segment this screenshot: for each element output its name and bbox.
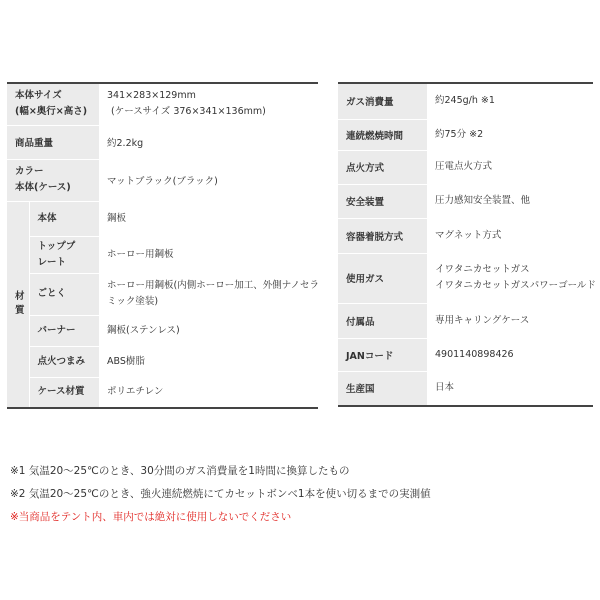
spec-label: ガス消費量: [338, 83, 427, 119]
spec-value: [427, 371, 593, 406]
row-material: [7, 236, 318, 273]
spec-value-line: 4901140898426: [435, 348, 514, 360]
size-label-line: 本体サイズ: [15, 90, 62, 102]
material-group-label: [7, 201, 29, 408]
spec-value-line: 約75分 ※2: [435, 128, 484, 140]
row-material: [7, 273, 318, 315]
spec-value: [427, 184, 593, 218]
material-label: [29, 315, 99, 346]
row-material: [7, 315, 318, 346]
size-value-line: (ケースサイズ 376×341×136mm): [111, 106, 266, 118]
material-label: [29, 201, 99, 236]
material-group-char: 材: [15, 291, 25, 303]
material-label-line: ごとく: [37, 288, 67, 299]
color-label-line: 本体(ケース): [15, 182, 71, 193]
spec-label: 点火方式: [338, 150, 427, 184]
material-value: [99, 315, 318, 346]
row-spec: [338, 119, 593, 150]
material-label-line: 本体: [37, 212, 57, 224]
material-label-line: レート: [37, 256, 67, 268]
spec-label: 付属品: [338, 303, 427, 338]
material-group-char: 質: [15, 305, 25, 317]
size-label: [7, 83, 99, 125]
material-value-line: ホーロー用鋼板(内側ホーロー加工、外側ナノセラ: [107, 280, 319, 291]
row-material: [7, 201, 318, 236]
row-weight: [7, 125, 318, 159]
material-label-line: 点火つまみ: [37, 355, 86, 367]
spec-label: 生産国: [338, 371, 427, 406]
material-value-line: ABS樹脂: [107, 355, 145, 367]
material-label-line: ケース材質: [37, 386, 85, 398]
spec-value: [427, 218, 593, 253]
row-size: [7, 83, 318, 125]
material-value-line: 鋼板(ステンレス): [107, 324, 180, 336]
material-label: [29, 273, 99, 315]
material-label: [29, 236, 99, 273]
row-spec: [338, 338, 593, 371]
material-label: [29, 377, 99, 408]
row-material: [7, 377, 318, 408]
footnote-2: ※2 気温20～25℃のとき、強火連続燃焼にてカセットボンベ1本を使い切るまでの実測値: [10, 488, 431, 500]
spec-value-line: マグネット方式: [435, 229, 502, 241]
weight-label: 商品重量: [7, 125, 99, 159]
spec-label: 連続燃焼時間: [338, 119, 427, 150]
footnotes: [10, 460, 590, 529]
size-value-line: 341×283×129mm: [107, 90, 196, 102]
spec-value: [427, 338, 593, 371]
color-label-line: カラー: [15, 166, 44, 177]
spec-table-left: [7, 82, 318, 409]
spec-value-line: イワタニカセットガスパワーゴールド: [435, 280, 596, 291]
color-value: マットブラック(ブラック): [99, 159, 318, 201]
size-value: [99, 83, 318, 125]
row-material: [7, 346, 318, 377]
material-value-line: ミック塗装): [107, 296, 159, 307]
row-spec: [338, 83, 593, 119]
material-value: [99, 273, 318, 315]
material-label-line: バーナー: [37, 324, 76, 336]
spec-value-line: イワタニカセットガス: [435, 264, 530, 275]
weight-value: 約2.2kg: [99, 125, 318, 159]
material-value: [99, 346, 318, 377]
spec-value-line: 専用キャリングケース: [435, 314, 530, 326]
row-spec: [338, 218, 593, 253]
material-label-line: トッププ: [37, 240, 76, 252]
size-label-line: (幅×奥行×高さ): [15, 106, 88, 118]
spec-label: 使用ガス: [338, 253, 427, 303]
row-spec: [338, 303, 593, 338]
usage-warning: ※当商品をテント内、車内では絶対に使用しないでください: [10, 511, 292, 523]
spec-value-line: 約245g/h ※1: [435, 95, 495, 107]
material-value-line: ホーロー用鋼板: [107, 248, 174, 260]
color-label: [7, 159, 99, 201]
material-value: [99, 201, 318, 236]
spec-value-line: 圧力感知安全装置、他: [435, 195, 531, 206]
spec-value: [427, 303, 593, 338]
row-spec: [338, 253, 593, 303]
material-value-line: ポリエチレン: [107, 386, 164, 398]
footnote-1: ※1 気温20～25℃のとき、30分間のガス消費量を1時間に換算したもの: [10, 465, 350, 477]
row-spec: [338, 184, 593, 218]
spec-value: [427, 150, 593, 184]
spec-table-right: [338, 82, 596, 407]
row-spec: [338, 150, 593, 184]
spec-label: 安全装置: [338, 184, 427, 218]
material-value-line: 鋼板: [107, 212, 127, 224]
spec-value: [427, 253, 596, 303]
spec-value: [427, 83, 593, 119]
material-value: [99, 377, 318, 408]
spec-label: 容器着脱方式: [338, 218, 427, 253]
material-label: [29, 346, 99, 377]
row-spec: [338, 371, 593, 406]
spec-value-line: 圧電点火方式: [435, 161, 493, 172]
material-value: [99, 236, 318, 273]
spec-value-line: 日本: [435, 382, 455, 394]
row-color: [7, 159, 318, 201]
spec-value: [427, 119, 593, 150]
spec-label: JANコード: [338, 338, 427, 371]
